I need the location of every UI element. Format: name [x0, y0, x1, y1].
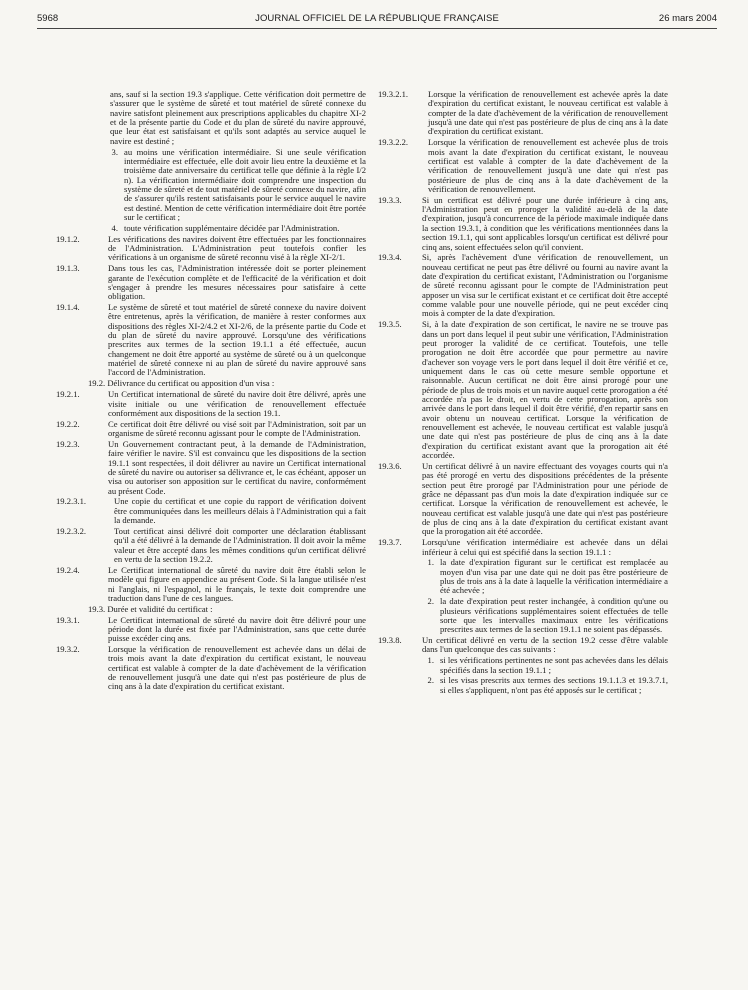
paragraph-text: Si un certificat est délivré pour une durée inférieure à cinq ans, l'Administration peut en proroger la validité au-delà de la date d'expiration, jusqu'à concurrence de la période maximale indiquée dans la section 19.3.1, à condition que les vérifications mentionnées dans la section 19.1.1, qui sont applicables lorsqu'un certificat est délivré pour cinq ans, soient effectuées selon qu'il convient.	[422, 194, 668, 252]
paragraph-text: ans, sauf si la section 19.3 s'applique. Cette vérification doit permettre de s'assurer que le système de sûreté et tout matériel de sûreté connexe du navire satisfont pleinement aux prescriptions applicables du chapitre XI-2 et de la présente partie du Code et du plan de sûreté du navire approuvé, que leur état est satisfaisant et qu'ils sont adaptés au service auquel le navire est destiné ;	[110, 89, 366, 146]
paragraph-number: 2.	[427, 596, 434, 607]
paragraph	[56, 525, 366, 564]
paragraph-text: Le système de sûreté et tout matériel de sûreté connexe du navire doivent être entretenus, après la vérification, de manière à rester conformes aux dispositions des règles XI-2/4.2 et XI-2/6, de la présente partie du Code et du plan de sûreté du navire approuvé. Lorsqu'une des vérifications prescrites aux termes de la section 19.1.1 a été effectuée, aucun changement ne doit être apporté au système de sûreté ou à un quelconque matériel de sûreté connexe ni au plan de sûreté du navire approuvé sans l'accord de l'Administration.	[108, 302, 366, 378]
paragraph-text: si les vérifications pertinentes ne sont pas achevées dans les délais spécifiés dans la section 19.1.1 ;	[440, 655, 668, 675]
paragraph-text: Lorsqu'une vérification intermédiaire est achevée dans un délai inférieur à celui qui est spécifié dans la section 19.1.1 :	[422, 537, 668, 557]
paragraph-number: 1.	[427, 557, 434, 568]
paragraph-number: 19.2.3.2.	[56, 525, 87, 536]
page-number: 5968	[37, 13, 59, 24]
paragraph	[378, 558, 668, 595]
paragraph-text: Si, après l'achèvement d'une vérification de renouvellement, un nouveau certificat ne peut pas être délivré ou fourni au navire avant la date d'expiration du certificat existant, l'Administration ou l'organisme de sûreté reconnu agissant pour le compte de l'Administration peut apposer un visa sur le certificat existant et ce certificat doit être accepté comme valable pour une nouvelle période, qui ne peut excéder cinq mois à compter de la date d'expiration.	[422, 252, 668, 319]
paragraph	[378, 253, 668, 318]
paragraph	[378, 597, 668, 634]
paragraph-number: 19.3.6.	[378, 460, 402, 471]
paragraph-number: 19.2.2.	[56, 418, 80, 429]
paragraph-text: Ce certificat doit être délivré ou visé soit par l'Administration, soit par un organisme de sûreté reconnu agissant pour le compte de l'Administration.	[108, 418, 366, 439]
paragraph-text: Si, à la date d'expiration de son certificat, le navire ne se trouve pas dans un port dans lequel il peut subir une vérification, l'Administration peut proroger la validité de ce certificat. Toutefois, une telle prorogation ne doit être accordée que pour permettre au navire d'achever son voyage vers le port dans lequel il doit être vérifié et ce, uniquement dans le cas où cette mesure semble opportune et raisonnable. Aucun certificat ne doit être ainsi prorogé pour une période de plus de trois mois et un navire auquel cette prorogation a été accordée n'a pas le droit, en vertu de cette prorogation, après son arrivée dans le port dans lequel il doit être vérifié, d'en repartir sans en avoir obtenu un nouveau certificat. Lorsque la vérification de renouvellement est achevée, le nouveau certificat est valable jusqu'à une date qui n'est pas postérieure de plus de cinq ans à la date d'expiration du certificat existant avant que la prorogation ait été accordée.	[422, 319, 668, 461]
issue-date: 26 mars 2004	[658, 13, 717, 24]
paragraph	[56, 389, 366, 418]
paragraph-number: 19.3.3.	[378, 194, 402, 205]
left-column	[56, 89, 366, 693]
paragraph-text: si les visas prescrits aux termes des sections 19.1.1.3 et 19.3.7.1, si elles s'appliquent, n'ont pas été apposés sur le certificat ;	[440, 675, 668, 695]
paragraph	[378, 656, 668, 675]
paragraph-number: 2.	[427, 675, 434, 686]
right-column	[378, 90, 668, 697]
paragraph	[80, 379, 366, 388]
paragraph-text: Un Gouvernement contractant peut, à la demande de l'Administration, faire vérifier le navire. S'il est convaincu que les dispositions de la section 19.1.1 sont respectées, il doit délivrer au navire un Certificat international de sûreté du navire ou autoriser sa délivrance et, le cas échéant, apposer un visa ou autoriser son apposition sur le certificat du navire, conformément au présent Code.	[108, 438, 366, 496]
paragraph-number: 19.3.2.	[56, 644, 80, 655]
paragraph-text: 19.2. Délivrance du certificat ou apposition d'un visa :	[88, 378, 275, 389]
paragraph	[56, 496, 366, 526]
paragraph	[80, 90, 366, 146]
paragraph	[378, 90, 668, 137]
paragraph-text: Lorsque la vérification de renouvellement est achevée dans un délai de trois mois avant la date d'expiration du certificat existant, le nouveau certificat est valable à compter de la date d'achèvement de la vérification de renouvellement jusqu'à une date qui n'est pas postérieure de plus de cinq ans à la date d'expiration du certificat existant.	[108, 644, 366, 692]
paragraph-number: 19.2.3.1.	[56, 496, 87, 507]
paragraph	[56, 263, 366, 302]
paragraph-text: Dans tous les cas, l'Administration intéressée doit se porter pleinement garante de l'exécution complète et de l'efficacité de la vérification et doit s'engager à prendre les mesures nécessaires pour satisfaire à cette obligation.	[108, 263, 366, 302]
paragraph	[378, 196, 668, 252]
paragraph-text: Un Certificat international de sûreté du navire doit être délivré, après une visite initiale ou une vérification de renouvellement effectuée conformément aux dispositions de la section 19.1.	[108, 389, 366, 418]
paragraph-number: 19.1.3.	[56, 263, 80, 274]
paragraph-number: 1.	[427, 655, 434, 666]
paragraph	[56, 233, 366, 263]
paragraph-text: Les vérifications des navires doivent être effectuées par les fonctionnaires de l'Administration. L'Administration peut toutefois confier les vérifications à un organisme de sûreté reconnu visé à la règle XI-2/1.	[108, 233, 366, 263]
paragraph	[80, 605, 366, 614]
paragraph-number: 19.2.4.	[56, 564, 80, 575]
paragraph	[56, 614, 366, 644]
paragraph	[56, 302, 366, 378]
paragraph-text: au moins une vérification intermédiaire. Si une seule vérification intermédiaire est effectuée, elle doit avoir lieu entre la deuxième et la troisième date anniversaire du certificat telle que définie à la règle I/2 n). La vérification intermédiaire doit comprendre une inspection du système de sûreté et de tout matériel de sûreté connexe du navire, afin de s'assurer qu'ils restent satisfaisants pour le service auquel le navire est destiné. Mention de cette vérification intermédiaire doit être portée sur le certificat ;	[124, 146, 366, 222]
paragraph	[378, 320, 668, 460]
paragraph-number: 19.3.7.	[378, 537, 402, 548]
paragraph-number: 19.2.3.	[56, 438, 80, 449]
paragraph-number: 19.3.2.2.	[378, 137, 409, 148]
paragraph	[56, 418, 366, 439]
paragraph-number: 19.3.1.	[56, 614, 80, 625]
paragraph	[80, 148, 366, 223]
paragraph	[378, 462, 668, 537]
paragraph-text: Un certificat délivré à un navire effectuant des voyages courts qui n'a pas été prorogé en vertu des dispositions précédentes de la présente section peut être prorogé par l'Administration pour une période de grâce ne dépassant pas d'un mois la date d'expiration indiquée sur ce certificat. Lorsque la vérification de renouvellement est achevée, le nouveau certificat est valable jusqu'à une date qui n'est pas postérieure de plus de cinq ans à la date d'expiration du certificat existant avant que la prorogation ait été accordée.	[422, 460, 668, 537]
paragraph-number: 19.3.4.	[378, 252, 402, 263]
paragraph-text: Tout certificat ainsi délivré doit comporter une déclaration établissant qu'il a été délivré à la demande de l'Administration. Il doit avoir la même valeur et être accepté dans les mêmes conditions qu'un certificat délivré en vertu de la section 19.2.2.	[114, 525, 366, 564]
paragraph	[56, 438, 366, 496]
paragraph-number: 19.1.4.	[56, 302, 80, 313]
paragraph-text: la date d'expiration peut rester inchangée, à condition qu'une ou plusieurs vérifications supplémentaires soient effectuées de telle sorte que les intervalles maximaux entre les vérifications prescrites aux termes de la section 19.1.1 ne soient pas dépassés.	[440, 596, 668, 635]
paragraph-text: Le Certificat international de sûreté du navire doit être délivré pour une période dont la durée est fixée par l'Administration, sans que cette durée puisse excéder cinq ans.	[108, 614, 366, 644]
paragraph	[378, 636, 668, 655]
paragraph-text: Une copie du certificat et une copie du rapport de vérification doivent être communiquées dans les meilleurs délais à l'Administration qui a fait la demande.	[114, 496, 366, 526]
header-rule	[37, 28, 717, 29]
paragraph-number: 19.3.8.	[378, 635, 402, 646]
page-header	[37, 9, 717, 27]
paragraph-number: 19.3.2.1.	[378, 89, 409, 99]
paragraph	[56, 644, 366, 692]
paragraph-number: 19.2.1.	[56, 389, 80, 400]
paragraph-number: 4.	[111, 222, 118, 233]
paragraph-text: Le Certificat international de sûreté du navire doit être établi selon le modèle qui figure en appendice au présent Code. Si la langue utilisée n'est ni l'anglais, ni l'espagnol, ni le français, le texte doit comprendre une traduction dans l'une de ces langues.	[108, 564, 366, 603]
paragraph-text: Lorsque la vérification de renouvellement est achevée plus de trois mois avant la date d'expiration du certificat existant, le nouveau certificat est valable à compter de la date d'achèvement de la vérification de renouvellement jusqu'à une date qui n'est pas postérieure de plus de cinq ans à la date d'achèvement de la vérification de renouvellement.	[428, 137, 668, 194]
paragraph-text: Lorsque la vérification de renouvellement est achevée après la date d'expiration du certificat existant, le nouveau certificat est valable à compter de la date d'achèvement de la vérification de renouvellement jusqu'à une date qui n'est pas postérieure de plus de cinq ans à la date d'expiration du certificat existant.	[428, 89, 668, 137]
paragraph-text: toute vérification supplémentaire décidée par l'Administration.	[124, 222, 340, 233]
paragraph	[56, 564, 366, 603]
paragraph-number: 19.3.5.	[378, 319, 402, 330]
journal-title: JOURNAL OFFICIEL DE LA RÉPUBLIQUE FRANÇAISE	[255, 13, 499, 24]
paragraph-text: la date d'expiration figurant sur le certificat est remplacée au moyen d'un visa par une date qui ne doit pas être postérieure de plus de trois ans à la date à laquelle la vérification intermédiaire a été achevée ;	[440, 557, 668, 596]
paragraph	[378, 676, 668, 695]
paragraph	[80, 224, 366, 233]
paragraph-number: 19.1.2.	[56, 233, 80, 244]
paragraph	[378, 138, 668, 194]
paragraph-text: 19.3. Durée et validité du certificat :	[88, 603, 213, 614]
paragraph-text: Un certificat délivré en vertu de la section 19.2 cesse d'être valable dans l'un quelconque des cas suivants :	[422, 635, 668, 655]
paragraph-number: 3.	[111, 146, 118, 157]
paragraph	[378, 538, 668, 557]
